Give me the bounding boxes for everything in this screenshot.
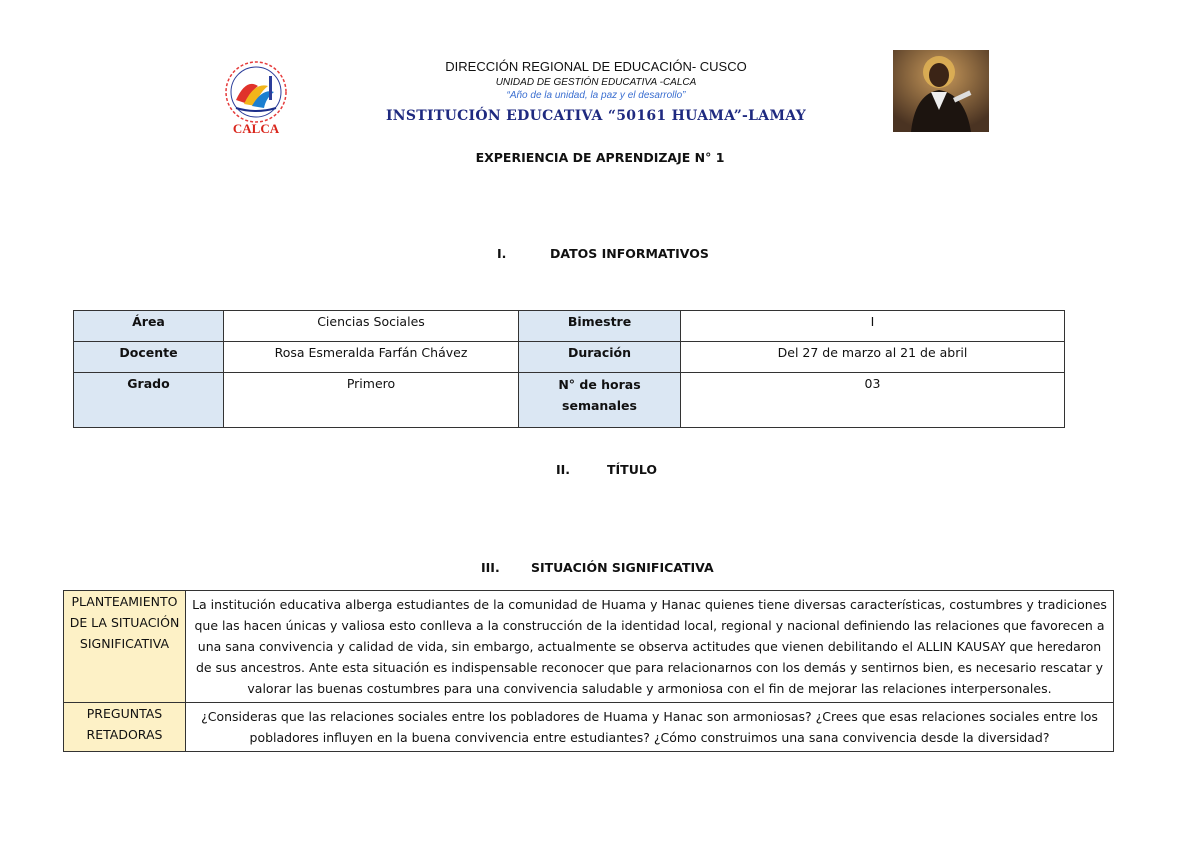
duracion-value: Del 27 de marzo al 21 de abril: [681, 342, 1065, 373]
experiencia-title: EXPERIENCIA DE APRENDIZAJE N° 1: [475, 150, 725, 165]
header-slogan: “Año de la unidad, la paz y el desarrollo”: [506, 90, 686, 101]
section-2-number: II.: [556, 462, 571, 477]
section-3-number: III.: [481, 560, 500, 575]
table-row: [74, 373, 1065, 428]
area-label: Área: [74, 311, 224, 342]
planteamiento-text: La institución educativa alberga estudiantes de la comunidad de Huama y Hanac quienes tiene diversas características, costumbres y tradiciones que las hacen únicas y valiosa esto conlleva a la construcción de la identidad local, regional y nacional definiendo las relaciones que favorecen a una sana convivencia y calidad de vida, sin embargo, actualmente se observa actitudes que vienen debilitando el ALLIN KAUSAY que heredaron de sus ancestros. Ante esta situación es indispensable reconocer que para relacionarnos con los demás y sentirnos bien, es necesario rescatar y valorar las buenas costumbres para una convivencia saludable y armoniosa con el fin de mejorar las relaciones interpersonales.: [186, 591, 1114, 703]
section-2-title: TÍTULO: [607, 462, 657, 477]
section-3-title: SITUACIÓN SIGNIFICATIVA: [531, 560, 714, 575]
planteamiento-label: PLANTEAMIENTO DE LA SITUACIÓN SIGNIFICATIVA: [64, 591, 186, 703]
institution-name: INSTITUCIÓN EDUCATIVA “50161 HUAMA”-LAMAY: [385, 108, 807, 124]
preguntas-label: PREGUNTAS RETADORAS: [64, 703, 186, 752]
header-line-2: UNIDAD DE GESTIÓN EDUCATIVA -CALCA: [495, 77, 697, 88]
datos-informativos-table: [73, 310, 1065, 428]
section-1-number: I.: [497, 246, 507, 261]
docente-value: Rosa Esmeralda Farfán Chávez: [224, 342, 519, 373]
section-1-title: DATOS INFORMATIVOS: [550, 246, 709, 261]
situacion-significativa-table: [63, 590, 1114, 752]
bimestre-label: Bimestre: [519, 311, 681, 342]
grado-value: Primero: [224, 373, 519, 428]
table-row: [74, 311, 1065, 342]
docente-label: Docente: [74, 342, 224, 373]
header-line-1: DIRECCIÓN REGIONAL DE EDUCACIÓN- CUSCO: [445, 59, 747, 74]
table-row: [64, 591, 1114, 703]
ugel-calca-logo: [214, 56, 298, 136]
preguntas-text: ¿Consideras que las relaciones sociales entre los pobladores de Huama y Hanac son armoniosas? ¿Crees que esas relaciones sociales entre los pobladores influyen en la buena convivencia entre estudiantes? ¿Cómo construimos una sana convivencia desde la diversidad?: [186, 703, 1114, 752]
duracion-label: Duración: [519, 342, 681, 373]
logo-text: CALCA: [232, 121, 280, 136]
bimestre-value: I: [681, 311, 1065, 342]
table-row: [74, 342, 1065, 373]
table-row: [64, 703, 1114, 752]
saint-portrait-image: [893, 50, 989, 132]
horas-label: N° de horas semanales: [519, 373, 681, 428]
grado-label: Grado: [74, 373, 224, 428]
area-value: Ciencias Sociales: [224, 311, 519, 342]
horas-value: 03: [681, 373, 1065, 428]
